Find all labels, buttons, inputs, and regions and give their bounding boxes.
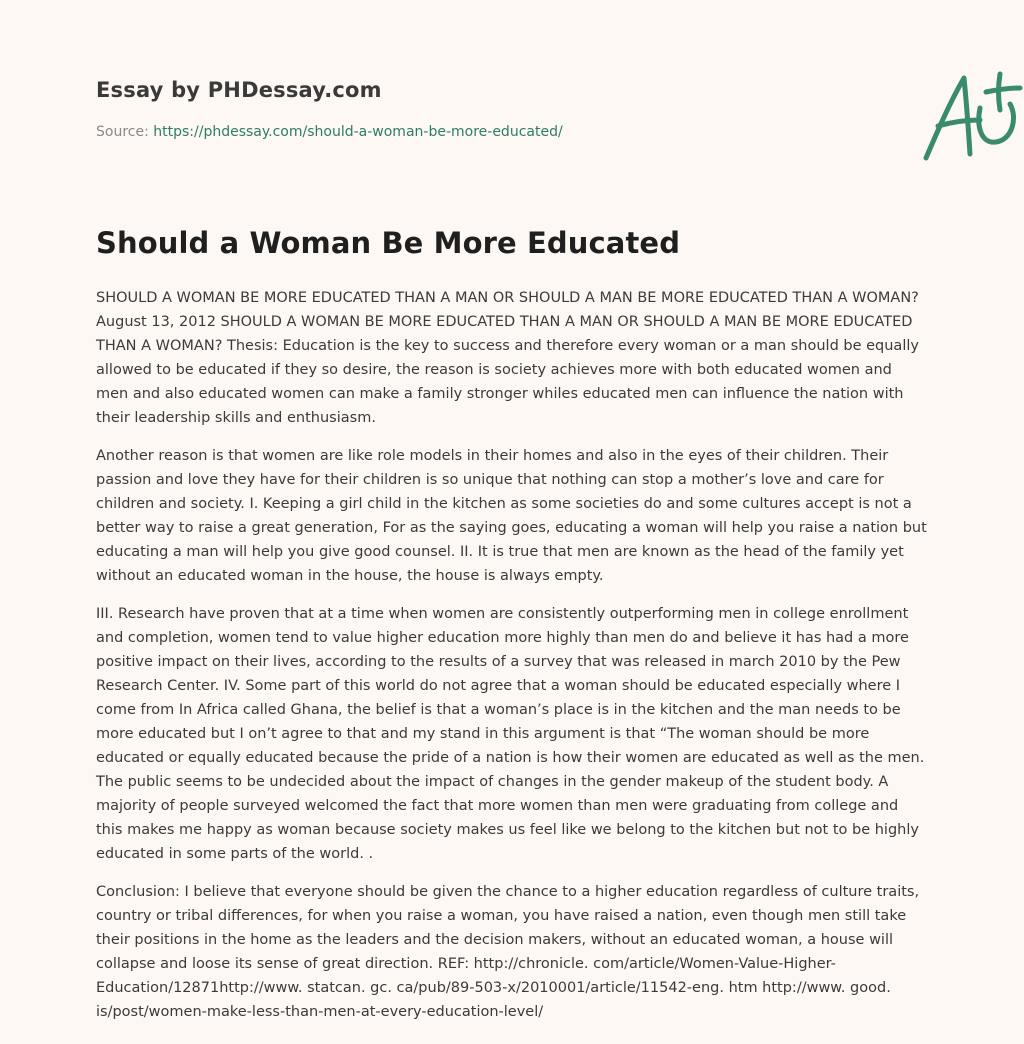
essay-paragraph: Conclusion: I believe that everyone should be given the chance to a higher education regardless of culture traits, country or tribal differences, for when you raise a woman, you have raised a nation, even though men still take their positions in the home as the leaders and the decision makers, without an educated woman, a house will collapse and loose its sense of great direction. REF: http://chronicle. com/article/Women-Value-Higher-Education/12871http://www. statcan. gc. ca/pub/89-503-x/2010001/article/11542-eng. htm http://www. good. is/post/women-make-less-than-men-at-every-education-level/	[96, 884, 920, 1020]
essay-body	[96, 286, 928, 1038]
essay-title: Should a Woman Be More Educated	[96, 226, 681, 260]
essay-paragraph: SHOULD A WOMAN BE MORE EDUCATED THAN A MAN OR SHOULD A MAN BE MORE EDUCATED THAN A WOMAN? August 13, 2012 SHOULD A WOMAN BE MORE EDUCATED THAN A MAN OR SHOULD A MAN BE MORE EDUCATED THAN A WOMAN? Thesis: Education is the key to success and therefore every woman or a man should be equally allowed to be educated if they so desire, the reason is society achieves more with both educated women and men and also educated women can make a family stronger whiles educated men can influence the nation with their leadership skills and enthusiasm.	[96, 290, 919, 426]
source-link[interactable]: https://phdessay.com/should-a-woman-be-more-educated/	[153, 124, 563, 140]
a-plus-grade-icon	[918, 68, 1024, 164]
essay-paragraph: Another reason is that women are like role models in their homes and also in the eyes of their children. Their passion and love they have for their children is so unique that nothing can stop a mother’s love and care for children and society. I. Keeping a girl child in the kitchen as some societies do and some cultures accept is not a better way to raise a great generation, For as the saying goes, educating a woman will help you raise a nation but educating a man will help you give good counsel. II. It is true that men are known as the head of the family yet without an educated woman in the house, the house is always empty.	[96, 448, 927, 584]
site-title: Essay by PHDessay.com	[96, 78, 382, 102]
essay-paragraph: III. Research have proven that at a time when women are consistently outperforming men in college enrollment and completion, women tend to value higher education more highly than men do and believe it has had a more positive impact on their lives, according to the results of a survey that was released in march 2010 by the Pew Research Center. IV. Some part of this world do not agree that a woman should be educated especially where I come from In Africa called Ghana, the belief is that a woman’s place is in the kitchen and the man needs to be more educated but I on’t agree to that and my stand in this argument is that “The woman should be more educated or equally educated because the pride of a nation is how their women are educated as well as the men. The public seems to be undecided about the impact of changes in the gender makeup of the student body. A majority of people surveyed welcomed the fact that more women than men were graduating from college and this makes me happy as woman because society makes us feel like we belong to the kitchen but not to be highly educated in some parts of the world. .	[96, 606, 925, 862]
source-label: Source:	[96, 124, 149, 140]
source-line	[96, 124, 563, 140]
